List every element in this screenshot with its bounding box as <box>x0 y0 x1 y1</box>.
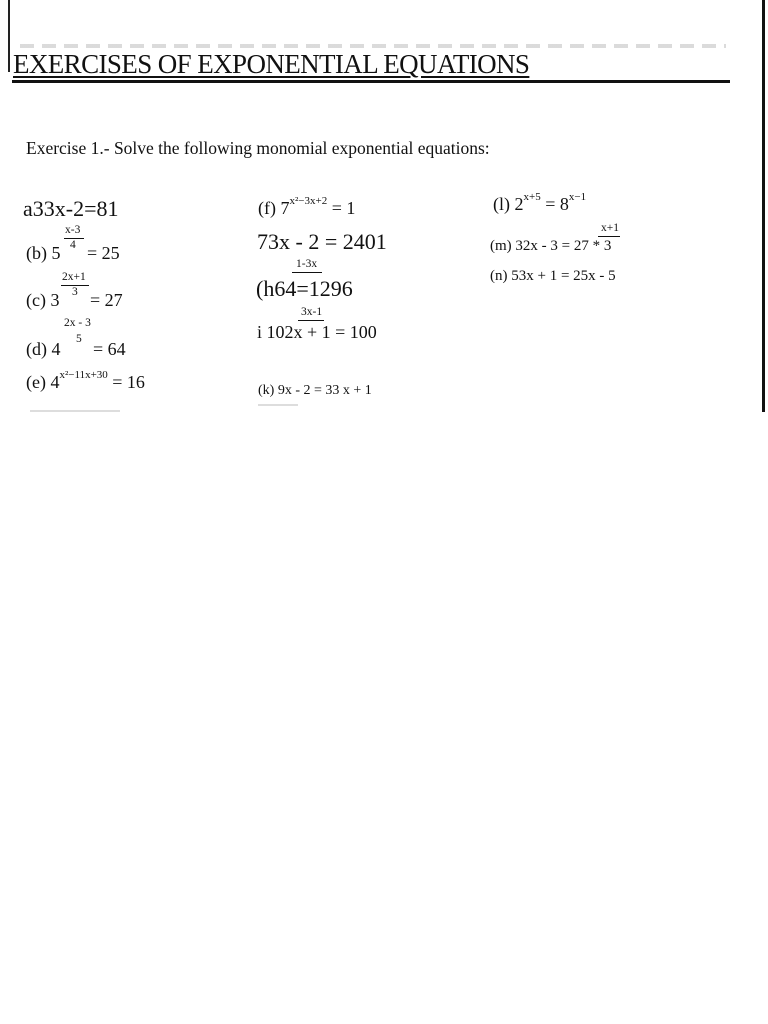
equation-i-exponent: 3x-1 <box>301 306 323 318</box>
equation-m <box>490 238 611 255</box>
equation-m-text: (m) 32x - 3 = 27 * 3 <box>490 238 612 254</box>
equation-c <box>26 271 123 311</box>
equation-l-mid: = 8 <box>545 194 569 214</box>
equation-c-exponent-denominator: 3 <box>72 286 78 298</box>
equation-h <box>256 276 353 302</box>
equation-d-exponent-denominator: 5 <box>76 333 82 345</box>
equation-c-label: (c) 3 <box>26 290 60 310</box>
equation-n <box>490 268 616 285</box>
equation-f-rhs: = 1 <box>331 198 356 218</box>
equation-c-rhs: = 27 <box>89 290 123 310</box>
scan-artifact <box>258 404 298 406</box>
equation-f-exponent: x²−3x+2 <box>289 195 328 207</box>
equation-d-rhs: = 64 <box>93 339 126 359</box>
equation-k <box>258 383 372 399</box>
equation-d-label: (d) 4 <box>26 339 61 359</box>
equation-c-exponent-numerator: 2x+1 <box>62 271 86 283</box>
equation-h-exponent: 1-3x <box>296 258 318 270</box>
equation-f <box>258 195 356 219</box>
equation-b-exponent-numerator: x-3 <box>65 224 81 236</box>
equation-l <box>493 191 587 215</box>
equation-h-text: (h64=1296 <box>256 276 353 301</box>
exercise-instruction: Exercise 1.- Solve the following monomial exponential equations: <box>26 138 490 158</box>
equation-g-text: 73x - 2 = 2401 <box>257 229 387 254</box>
fraction-bar <box>298 320 324 321</box>
equation-b <box>26 224 120 264</box>
equation-e-exponent: x²−11x+30 <box>59 369 108 381</box>
equation-l-exponent-2: x−1 <box>568 191 587 203</box>
equation-l-exponent: x+5 <box>523 191 541 203</box>
document-title: EXERCISES OF EXPONENTIAL EQUATIONS <box>13 49 530 79</box>
equation-e-rhs: = 16 <box>112 372 145 392</box>
equation-n-text: (n) 53x + 1 = 25x - 5 <box>490 268 616 284</box>
equation-a <box>23 196 119 222</box>
scan-artifact <box>20 44 726 48</box>
equation-a-text: a33x-2=81 <box>23 196 119 221</box>
equation-b-label: (b) 5 <box>26 243 61 263</box>
equation-m-exponent: x+1 <box>601 222 619 234</box>
equation-l-label: (l) 2 <box>493 194 524 214</box>
scan-artifact <box>30 410 120 412</box>
right-margin-line <box>762 0 765 412</box>
equation-i-text: i 102x + 1 = 100 <box>257 322 377 342</box>
fraction-bar <box>598 236 620 237</box>
equation-i <box>257 322 377 343</box>
equation-e-label: (e) 4 <box>26 372 60 392</box>
equation-g <box>257 229 387 255</box>
equation-d <box>26 317 126 360</box>
left-margin-line <box>8 0 10 72</box>
equation-d-exponent-numerator: 2x - 3 <box>64 317 91 329</box>
equation-b-exponent-denominator: 4 <box>70 239 76 251</box>
fraction-bar <box>292 272 322 273</box>
equation-f-label: (f) 7 <box>258 198 290 218</box>
equation-b-rhs: = 25 <box>87 243 120 263</box>
equation-k-text: (k) 9x - 2 = 33 x + 1 <box>258 383 372 398</box>
equation-e <box>26 369 145 393</box>
title-underline-rule <box>12 80 730 83</box>
